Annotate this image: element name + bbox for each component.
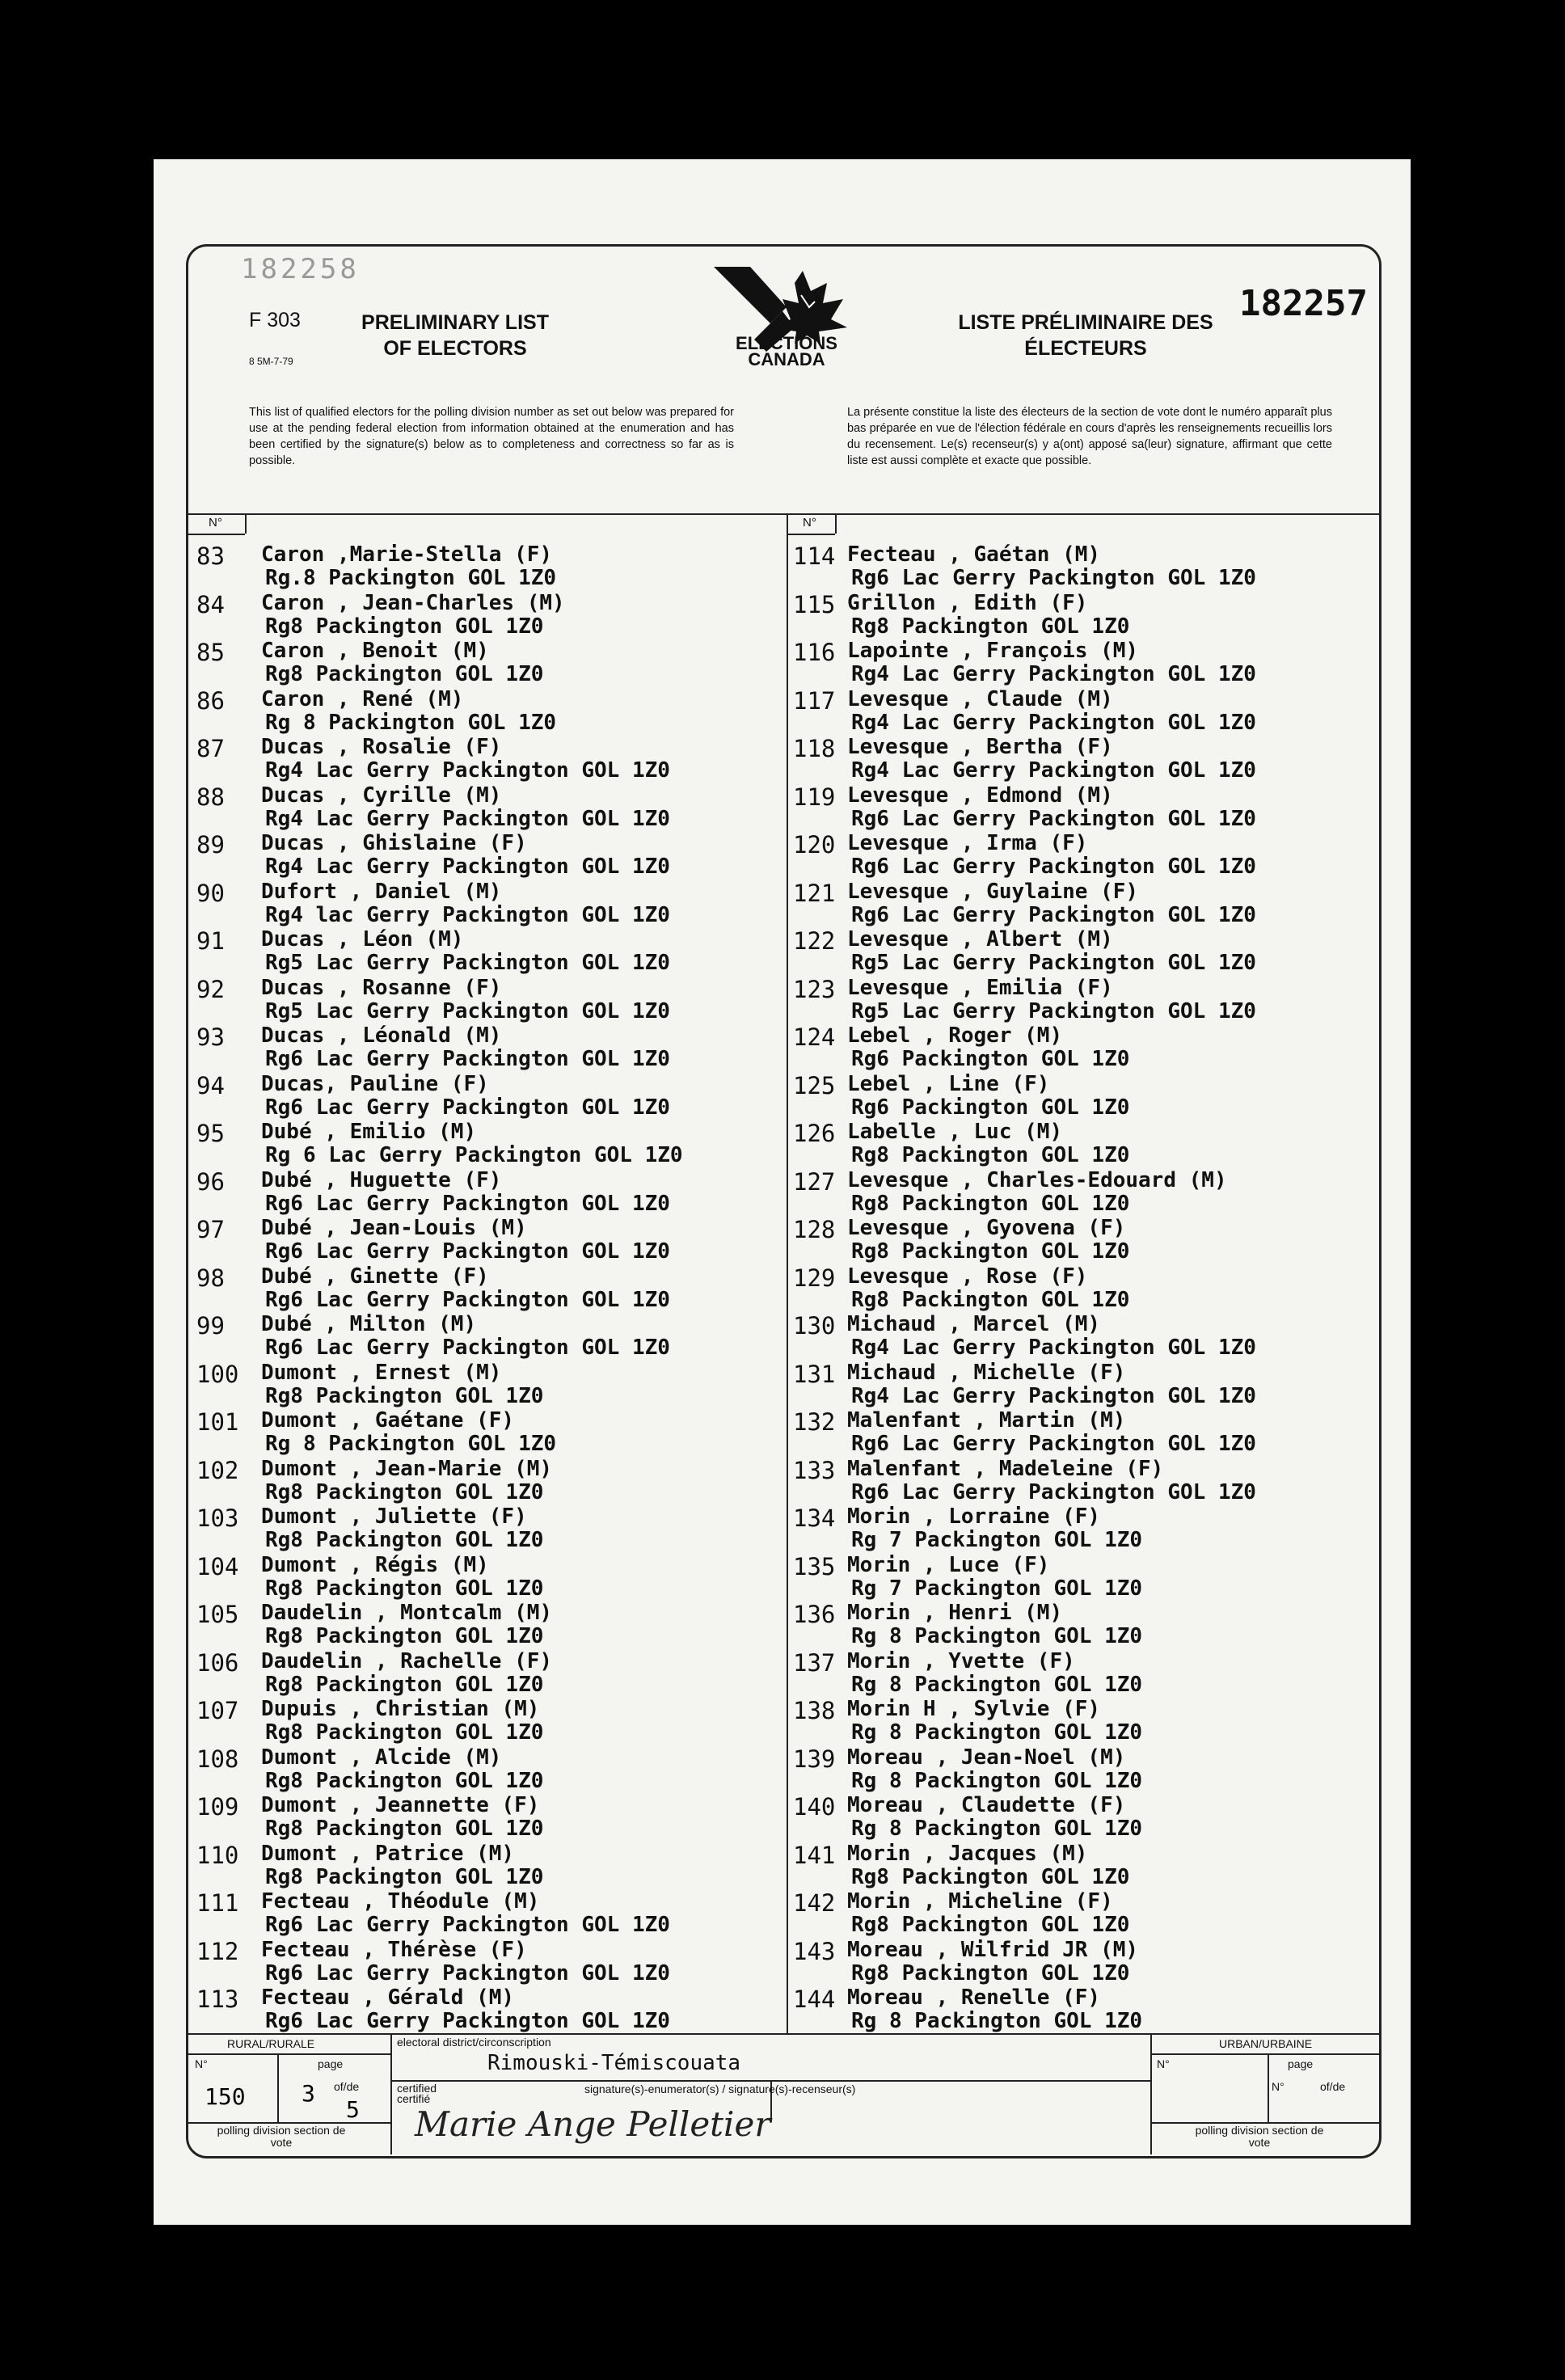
right-entry-number: 133 [793,1456,836,1484]
left-entry-address: Rg8 Packington GOL 1Z0 [265,662,544,686]
right-entry-name: Morin , Jacques (M) [847,1841,1088,1866]
no-header-rule-left [188,534,245,535]
left-entry-name: Dubé , Jean-Louis (M) [261,1216,527,1240]
left-entry-address: Rg.8 Packington GOL 1Z0 [265,566,557,590]
right-entry-address: Rg4 Lac Gerry Packington GOL 1Z0 [851,1336,1256,1360]
left-entry-name: Ducas , Rosalie (F) [261,735,502,759]
left-entry-address: Rg8 Packington GOL 1Z0 [265,1576,544,1601]
left-entry-number: 85 [196,639,225,666]
right-entry-number: 142 [793,1889,836,1917]
title-english: PRELIMINARY LIST OF ELECTORS [361,311,549,360]
right-entry-name: Morin , Luce (F) [847,1552,1050,1577]
left-entry-number: 98 [196,1264,225,1292]
left-entry-address: Rg8 Packington GOL 1Z0 [265,1383,544,1408]
document-sheet [154,159,1411,2225]
right-entry-name: Morin , Lorraine (F) [847,1504,1101,1529]
left-entry-name: Fecteau , Gérald (M) [261,1985,515,2010]
left-entry-number: 94 [196,1071,225,1099]
right-entry-address: Rg 8 Packington GOL 1Z0 [851,1672,1143,1697]
left-entry-address: Rg6 Lac Gerry Packington GOL 1Z0 [265,1336,670,1360]
left-entry-number: 84 [196,590,225,618]
left-entry-number: 88 [196,783,225,811]
left-entry-address: Rg8 Packington GOL 1Z0 [265,1817,544,1841]
left-entry-number: 111 [196,1889,239,1917]
right-entry-address: Rg6 Lac Gerry Packington GOL 1Z0 [851,855,1256,879]
left-entry-name: Dumont , Juliette (F) [261,1504,527,1529]
table-top-rule [188,513,1379,515]
district-name: Rimouski-Témiscouata [487,2051,741,2075]
urban-polling-division-label: polling division section de vote [1195,2124,1324,2149]
signature-label: signature(s)-enumerator(s) / signature(s)-recenseur(s) [584,2082,856,2095]
left-entry-name: Dumont , Régis (M) [261,1552,489,1577]
right-entry-number: 117 [793,686,836,715]
right-entry-address: Rg 8 Packington GOL 1Z0 [851,1768,1143,1793]
no-header-divider-left [245,513,247,534]
right-entry-name: Moreau , Wilfrid JR (M) [847,1937,1139,1962]
right-entry-address: Rg8 Packington GOL 1Z0 [851,614,1130,639]
right-entry-number: 130 [793,1312,836,1340]
right-entry-name: Lebel , Roger (M) [847,1023,1063,1048]
left-entry-number: 92 [196,975,225,1003]
right-entry-address: Rg 8 Packington GOL 1Z0 [851,1720,1143,1745]
right-entry-address: Rg6 Lac Gerry Packington GOL 1Z0 [851,1479,1256,1504]
right-entry-name: Levesque , Irma (F) [847,831,1088,855]
right-entry-number: 123 [793,975,836,1003]
urban-label: URBAN/URBAINE [1219,2037,1313,2050]
right-entry-number: 119 [793,783,836,811]
left-entry-name: Dumont , Gaétane (F) [261,1408,515,1433]
certified-label: certified certifié [397,2082,437,2105]
polling-division-number: 150 [205,2083,246,2110]
left-entry-name: Ducas , Rosanne (F) [261,975,502,1000]
right-entry-address: Rg5 Lac Gerry Packington GOL 1Z0 [851,951,1256,975]
column-divider [787,513,788,2033]
right-entry-name: Grillon , Edith (F) [847,590,1088,615]
right-entry-address: Rg6 Packington GOL 1Z0 [851,1047,1130,1071]
right-entry-number: 143 [793,1937,836,1965]
right-entry-name: Moreau , Claudette (F) [847,1793,1126,1817]
right-entry-name: Malenfant , Madeleine (F) [847,1456,1164,1481]
left-entry-name: Dumont , Patrice (M) [261,1841,515,1866]
rural-page-label: page [318,2057,344,2070]
faded-stamp-number: 182258 [241,253,360,285]
right-entry-number: 129 [793,1264,836,1292]
right-entry-address: Rg 7 Packington GOL 1Z0 [851,1576,1143,1601]
left-entry-number: 99 [196,1312,225,1340]
right-entry-number: 136 [793,1601,836,1628]
right-entry-name: Levesque , Emilia (F) [847,975,1113,1000]
urban-of-label: of/de [1320,2080,1346,2093]
left-entry-address: Rg8 Packington GOL 1Z0 [265,614,544,639]
right-entry-address: Rg5 Lac Gerry Packington GOL 1Z0 [851,998,1256,1023]
right-entry-number: 121 [793,879,836,907]
left-entry-number: 87 [196,735,225,762]
left-entry-name: Daudelin , Rachelle (F) [261,1648,553,1673]
page-number: 3 [302,2080,315,2107]
left-entry-address: Rg4 lac Gerry Packington GOL 1Z0 [265,902,670,927]
left-entry-number: 112 [196,1937,239,1965]
right-entry-number: 118 [793,735,836,762]
rural-no-label: N° [195,2057,208,2070]
right-entry-address: Rg 7 Packington GOL 1Z0 [851,1528,1143,1552]
urban-page-label: page [1288,2057,1314,2070]
left-entry-address: Rg6 Lac Gerry Packington GOL 1Z0 [265,1960,670,1985]
left-entry-number: 93 [196,1023,225,1051]
left-entry-address: Rg8 Packington GOL 1Z0 [265,1768,544,1793]
right-entry-address: Rg8 Packington GOL 1Z0 [851,1960,1130,1985]
right-entry-number: 137 [793,1648,836,1677]
right-entry-address: Rg6 Packington GOL 1Z0 [851,1095,1130,1120]
left-entry-address: Rg6 Lac Gerry Packington GOL 1Z0 [265,1239,670,1264]
left-entry-number: 107 [196,1697,239,1724]
left-entry-address: Rg5 Lac Gerry Packington GOL 1Z0 [265,998,670,1023]
left-entry-address: Rg6 Lac Gerry Packington GOL 1Z0 [265,1913,670,1937]
right-entry-name: Levesque , Rose (F) [847,1264,1088,1289]
right-entry-address: Rg8 Packington GOL 1Z0 [851,1191,1130,1216]
right-entry-address: Rg4 Lac Gerry Packington GOL 1Z0 [851,662,1256,686]
left-entry-address: Rg4 Lac Gerry Packington GOL 1Z0 [265,758,670,783]
right-entry-name: Michaud , Marcel (M) [847,1312,1101,1336]
left-entry-address: Rg8 Packington GOL 1Z0 [265,1672,544,1697]
left-entry-number: 90 [196,879,225,907]
right-entry-number: 114 [793,542,836,570]
rural-no-divider [277,2053,279,2122]
serial-number: 182257 [1239,283,1368,324]
right-entry-number: 138 [793,1697,836,1724]
left-entry-name: Ducas , Cyrille (M) [261,783,502,808]
footer-top-rule [188,2033,1379,2035]
right-entry-number: 122 [793,927,836,955]
left-entry-number: 109 [196,1793,239,1821]
left-entry-number: 113 [196,1985,239,2013]
left-entry-name: Caron ,Marie-Stella (F) [261,542,553,567]
right-entry-number: 127 [793,1167,836,1196]
left-entry-address: Rg6 Lac Gerry Packington GOL 1Z0 [265,1287,670,1312]
left-entry-address: Rg4 Lac Gerry Packington GOL 1Z0 [265,855,670,879]
no-header-right: N° [803,516,816,530]
left-entry-name: Ducas , Léon (M) [261,927,464,952]
right-entry-address: Rg6 Lac Gerry Packington GOL 1Z0 [851,806,1256,831]
right-entry-number: 140 [793,1793,836,1821]
intro-english: This list of qualified electors for the polling division number as set out below was prepared for use at the pending federal election from information obtained at the enumeration and has been certified by the signature(s) below as to completeness and correctness so far as is possible. [249,406,734,467]
right-entry-number: 116 [793,639,836,666]
right-entry-number: 120 [793,831,836,859]
left-entry-name: Ducas, Pauline (F) [261,1071,489,1096]
title-french: LISTE PRÉLIMINAIRE DES ÉLECTEURS [958,311,1213,360]
left-entry-number: 108 [196,1745,239,1773]
right-entry-name: Lebel , Line (F) [847,1071,1050,1096]
left-entry-address: Rg6 Lac Gerry Packington GOL 1Z0 [265,1095,670,1120]
right-entry-address: Rg4 Lac Gerry Packington GOL 1Z0 [851,758,1256,783]
urban-no-label-2: N° [1272,2080,1284,2093]
left-entry-name: Dumont , Jean-Marie (M) [261,1456,553,1481]
left-entry-address: Rg8 Packington GOL 1Z0 [265,1528,544,1552]
left-entry-number: 100 [196,1360,239,1388]
right-entry-address: Rg6 Lac Gerry Packington GOL 1Z0 [851,1432,1256,1456]
rural-polling-division-label: polling division section de vote [217,2124,346,2149]
enumerator-signature: Marie Ange Pelletier [415,2104,771,2144]
left-entry-name: Dupuis , Christian (M) [261,1697,540,1721]
right-entry-number: 124 [793,1023,836,1051]
left-entry-name: Dubé , Ginette (F) [261,1264,489,1289]
right-entry-address: Rg6 Lac Gerry Packington GOL 1Z0 [851,902,1256,927]
left-entry-number: 91 [196,927,225,955]
right-entry-number: 115 [793,590,836,618]
left-entry-name: Dufort , Daniel (M) [261,879,502,904]
footer-divider-right [1150,2033,1152,2154]
left-entry-name: Fecteau , Thérèse (F) [261,1937,527,1962]
rural-header-rule [188,2053,390,2055]
right-entry-name: Michaud , Michelle (F) [847,1360,1126,1385]
right-entry-name: Levesque , Guylaine (F) [847,879,1139,904]
left-entry-number: 86 [196,686,225,715]
form-number: F 303 [249,309,301,331]
left-entry-number: 110 [196,1841,239,1869]
left-entry-address: Rg8 Packington GOL 1Z0 [265,1624,544,1648]
left-entry-number: 105 [196,1601,239,1628]
left-entry-number: 83 [196,542,225,570]
left-entry-address: Rg6 Lac Gerry Packington GOL 1Z0 [265,1047,670,1071]
left-entry-name: Dumont , Jeannette (F) [261,1793,540,1817]
right-entry-name: Morin , Yvette (F) [847,1648,1075,1673]
district-label: electoral district/circonscription [397,2036,551,2049]
right-entry-name: Levesque , Bertha (F) [847,735,1113,759]
right-entry-number: 134 [793,1504,836,1532]
left-entry-address: Rg5 Lac Gerry Packington GOL 1Z0 [265,951,670,975]
right-entry-address: Rg 8 Packington GOL 1Z0 [851,1624,1143,1648]
left-entry-number: 101 [196,1408,239,1436]
left-entry-number: 106 [196,1648,239,1677]
left-entry-number: 95 [196,1120,225,1147]
footer-divider-left [390,2033,392,2154]
left-entry-number: 97 [196,1216,225,1243]
intro-french: La présente constitue la liste des électeurs de la section de vote dont le numéro apparaît plus bas préparée en vue de l'élection fédérale en cours d'après les renseignements recueillis lors du recensement. Le(s) recenseur(s) y a(ont) apposé sa(leur) signature, affirmant que cette liste est aussi complète et exacte que possible. [847,406,1332,467]
right-entry-address: Rg8 Packington GOL 1Z0 [851,1239,1130,1264]
right-entry-number: 125 [793,1071,836,1099]
left-entry-address: Rg 8 Packington GOL 1Z0 [265,710,557,735]
no-header-rule-right [787,534,835,535]
left-entry-name: Dubé , Huguette (F) [261,1167,502,1192]
left-entry-name: Dubé , Milton (M) [261,1312,477,1336]
right-entry-number: 128 [793,1216,836,1243]
left-entry-name: Caron , Benoit (M) [261,639,489,663]
left-entry-address: Rg8 Packington GOL 1Z0 [265,1479,544,1504]
right-entry-address: Rg4 Lac Gerry Packington GOL 1Z0 [851,710,1256,735]
left-entry-address: Rg 8 Packington GOL 1Z0 [265,1432,557,1456]
left-entry-name: Ducas , Ghislaine (F) [261,831,527,855]
right-entry-name: Levesque , Claude (M) [847,686,1113,711]
no-header-divider-right [835,513,837,534]
right-entry-address: Rg8 Packington GOL 1Z0 [851,1287,1130,1312]
rural-label: RURAL/RURALE [227,2037,315,2050]
left-entry-number: 104 [196,1552,239,1580]
right-entry-number: 132 [793,1408,836,1436]
left-entry-address: Rg 6 Lac Gerry Packington GOL 1Z0 [265,1143,683,1167]
left-entry-name: Caron , René (M) [261,686,464,711]
urban-no-divider [1268,2053,1269,2122]
left-entry-address: Rg6 Lac Gerry Packington GOL 1Z0 [265,1191,670,1216]
right-entry-name: Moreau , Renelle (F) [847,1985,1101,2010]
right-entry-address: Rg8 Packington GOL 1Z0 [851,1913,1130,1937]
left-entry-address: Rg8 Packington GOL 1Z0 [265,1864,544,1889]
right-entry-number: 126 [793,1120,836,1147]
right-entry-address: Rg 8 Packington GOL 1Z0 [851,1817,1143,1841]
right-entry-address: Rg8 Packington GOL 1Z0 [851,1143,1130,1167]
print-code: 8 5M-7-79 [249,356,293,367]
right-entry-name: Lapointe , François (M) [847,639,1139,663]
right-entry-address: Rg8 Packington GOL 1Z0 [851,1864,1130,1889]
no-header-left: N° [209,516,222,530]
right-entry-name: Labelle , Luc (M) [847,1120,1063,1144]
urban-header-rule [1150,2053,1379,2055]
electors-form [186,244,1382,2158]
rural-of-label: of/de [334,2080,360,2093]
right-entry-name: Morin H , Sylvie (F) [847,1697,1101,1721]
left-entry-name: Caron , Jean-Charles (M) [261,590,565,615]
left-entry-name: Dubé , Emilio (M) [261,1120,477,1144]
right-entry-number: 144 [793,1985,836,2013]
right-entry-number: 141 [793,1841,836,1869]
left-entry-address: Rg4 Lac Gerry Packington GOL 1Z0 [265,806,670,831]
urban-no-label: N° [1157,2057,1170,2070]
right-entry-name: Fecteau , Gaétan (M) [847,542,1101,567]
right-entry-address: Rg 8 Packington GOL 1Z0 [851,2009,1143,2033]
left-entry-number: 96 [196,1167,225,1196]
left-entry-name: Dumont , Ernest (M) [261,1360,502,1385]
left-entry-address: Rg8 Packington GOL 1Z0 [265,1720,544,1745]
left-entry-number: 89 [196,831,225,859]
right-entry-name: Levesque , Albert (M) [847,927,1113,952]
right-entry-name: Morin , Micheline (F) [847,1889,1113,1914]
right-entry-name: Malenfant , Martin (M) [847,1408,1126,1433]
right-entry-number: 131 [793,1360,836,1388]
left-entry-number: 102 [196,1456,239,1484]
logo-wordmark: ELECTIONS CANADA [736,333,837,369]
right-entry-name: Levesque , Edmond (M) [847,783,1113,808]
page-total: 5 [346,2096,360,2123]
right-entry-name: Levesque , Charles-Edouard (M) [847,1167,1227,1192]
left-entry-name: Dumont , Alcide (M) [261,1745,502,1770]
right-entry-name: Moreau , Jean-Noel (M) [847,1745,1126,1770]
right-entry-address: Rg4 Lac Gerry Packington GOL 1Z0 [851,1383,1256,1408]
right-entry-address: Rg6 Lac Gerry Packington GOL 1Z0 [851,566,1256,590]
right-entry-number: 135 [793,1552,836,1580]
left-entry-name: Daudelin , Montcalm (M) [261,1601,553,1625]
right-entry-name: Morin , Henri (M) [847,1601,1063,1625]
left-entry-address: Rg6 Lac Gerry Packington GOL 1Z0 [265,2009,670,2033]
right-entry-name: Levesque , Gyovena (F) [847,1216,1126,1240]
left-entry-number: 103 [196,1504,239,1532]
left-entry-name: Fecteau , Théodule (M) [261,1889,540,1914]
left-entry-name: Ducas , Léonald (M) [261,1023,502,1048]
right-entry-number: 139 [793,1745,836,1773]
